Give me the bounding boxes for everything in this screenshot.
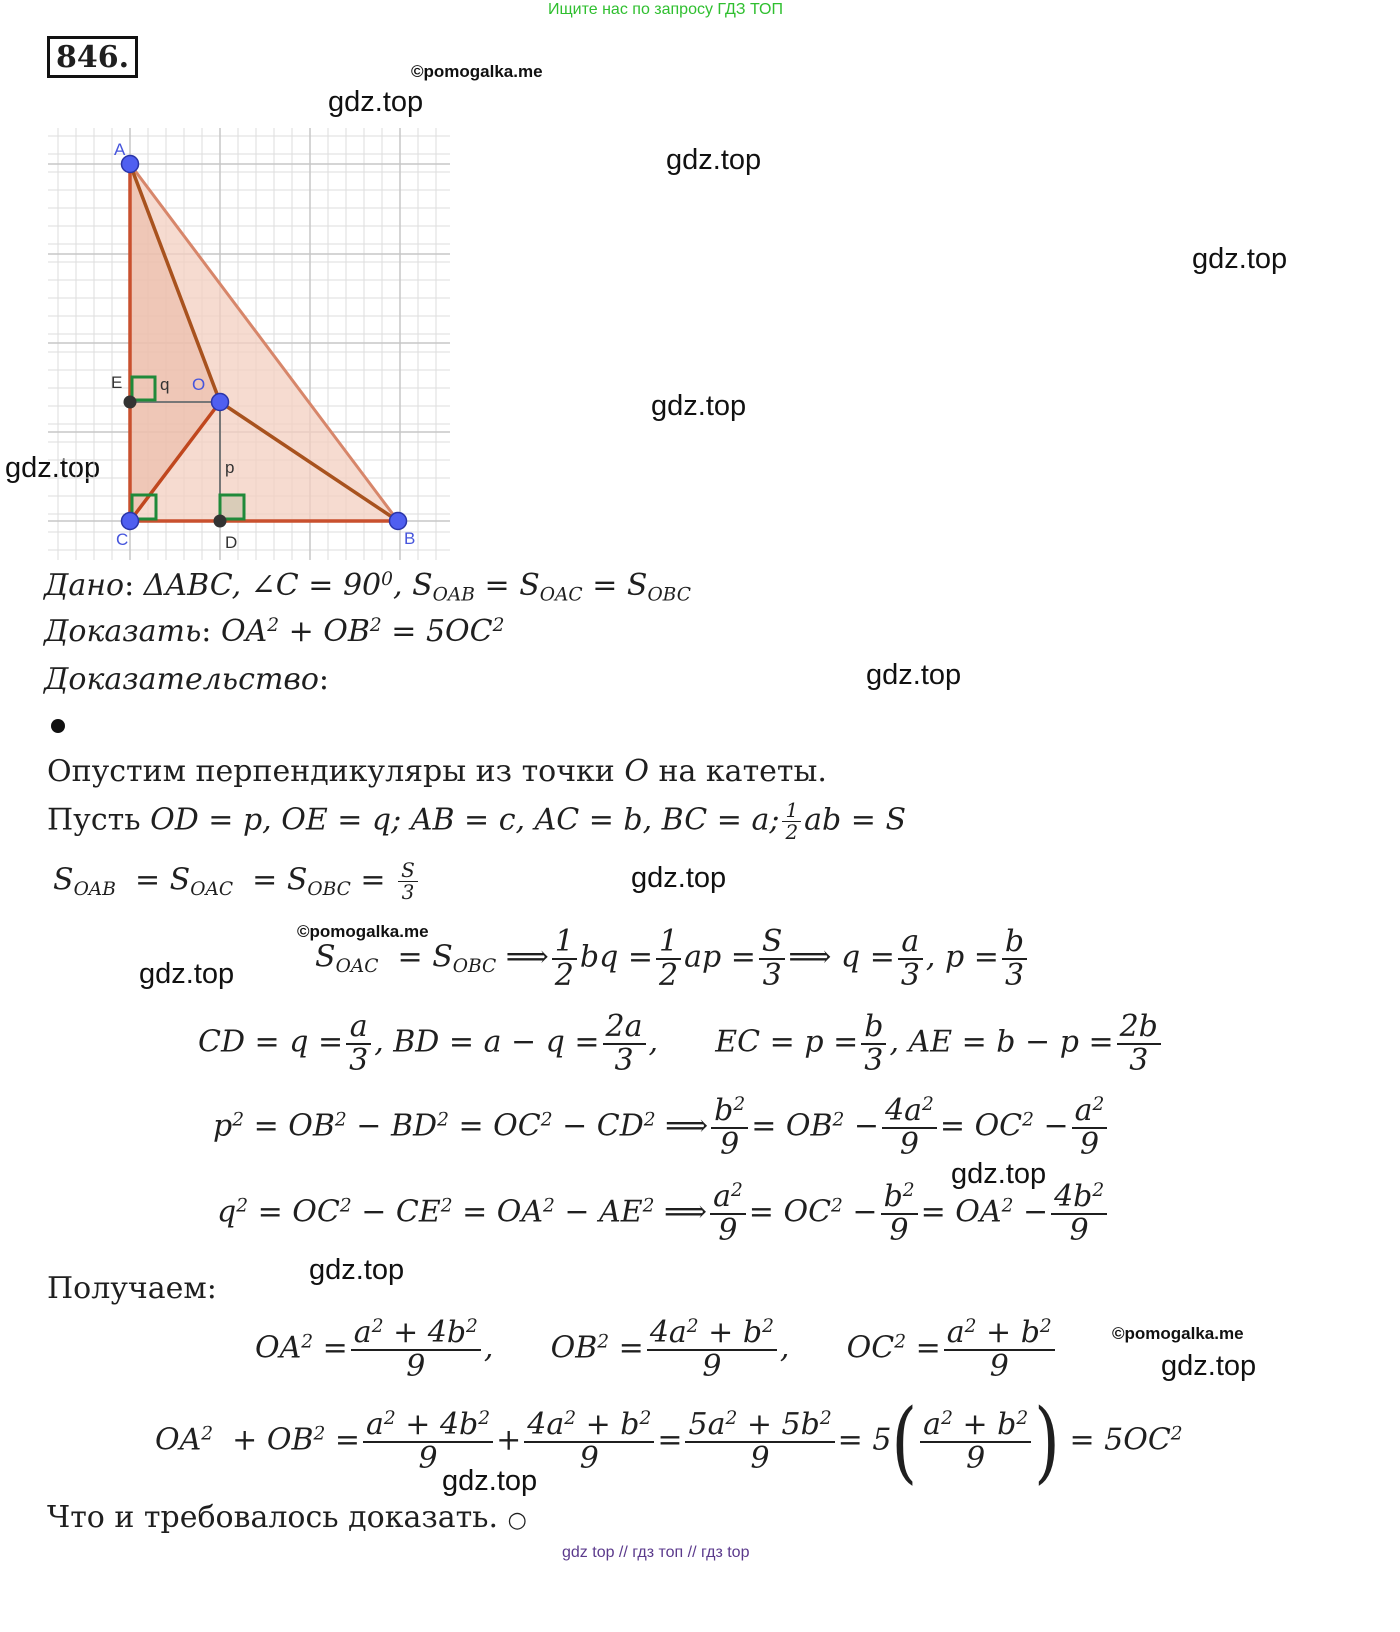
watermark: gdz.top: [1161, 1350, 1257, 1382]
given-label: Дано: [44, 568, 125, 603]
watermark: gdz.top: [309, 1254, 405, 1286]
prove-statement-tail: = 5OC: [391, 614, 493, 649]
right-angle-d: [220, 495, 244, 519]
triangle-figure: [48, 128, 450, 560]
prove-line: Доказать: $OA^2 + OB^2 = 5OC^2$: [44, 614, 505, 649]
label-b: B: [404, 529, 416, 548]
label-a: A: [114, 140, 126, 159]
watermark: gdz.top: [866, 659, 962, 691]
given-area-3: OBC: [647, 584, 691, 606]
text-line-2: Пусть OD = p, OE = q; AB = c, AC = b, BC = a; $\frac{1}{2}$ ab = S: [47, 798, 907, 844]
point-b: [390, 513, 407, 530]
watermark: gdz.top: [631, 862, 727, 894]
text-line-1: Опустим перпендикуляры из точки O на катеты.: [47, 754, 827, 789]
watermark: gdz.top: [5, 452, 101, 484]
given-area-1: OAB: [432, 584, 475, 606]
label-p: p: [225, 458, 235, 477]
label-c: C: [116, 530, 129, 549]
conclusion-mark: ○: [507, 1508, 527, 1533]
watermark: gdz.top: [442, 1465, 538, 1497]
copyright-label: ©pomogalka.me: [297, 922, 429, 941]
equation-line-2: CD = q = $\frac{a}{3}$ , BD = a − q = $\frac{2a}{3}$ , EC = p = $\frac{b}{3}$ , AE = b − p = $\frac{2b}{3}$: [198, 1011, 1164, 1076]
given-triangle: ΔABC: [143, 568, 232, 603]
equation-line-6: $OA^2 + OB^2$ = $\frac{a^2 + 4b^2}{9}$ + $\frac{4a^2 + b^2}{9}$ = $\frac{5a^2 + 5b^2}{9}$ = 5( $\frac{a^2 + b^2}{9}$ ) = $5OC^2$: [155, 1389, 1183, 1494]
copyright-label: ©pomogalka.me: [1112, 1324, 1244, 1343]
point-e: [124, 396, 137, 409]
label-q: q: [160, 375, 170, 394]
label-d: D: [225, 533, 238, 552]
point-o: [212, 394, 229, 411]
point-c: [122, 513, 139, 530]
given-angle: ∠C = 90: [250, 568, 382, 603]
given-line: Дано: ΔABC, ∠C = $90^0$, $S_{OAB} = S_{OAC} = S_{OBC}$: [44, 568, 691, 606]
problem-number: 846.: [47, 36, 138, 78]
watermark: gdz.top: [328, 86, 424, 118]
watermark: gdz.top: [139, 958, 235, 990]
obtain-label: Получаем:: [47, 1271, 217, 1306]
footer-links[interactable]: gdz top // гдз топ // гдз top: [562, 1544, 750, 1561]
conclusion-line: Что и требовалось доказать. ○: [47, 1500, 527, 1535]
bullet: [51, 719, 65, 733]
top-banner: Ищите нас по запросу ГДЗ ТОП: [548, 1, 783, 18]
given-area-2: OAC: [539, 584, 583, 606]
equation-line-1: $S_{OAC} = S_{OBC}$ ⟹ $\frac{1}{2}$ bq = $\frac{1}{2}$ ap = $\frac{S}{3}$ ⟹ q = $\frac{a}{3}$ , p = $\frac{b}{3}$: [315, 926, 1030, 991]
point-d: [214, 515, 227, 528]
equation-line-3: $p^2 = OB^2 - BD^2 = OC^2 - CD^2$ ⟹ $\frac{b^2}{9}$ = $OB^2$ − $\frac{4a^2}{9}$ = $OC^2$ − $\frac{a^2}{9}$: [213, 1095, 1110, 1160]
label-e: E: [111, 373, 123, 392]
label-o: O: [192, 375, 206, 394]
equation-line-4: $q^2 = OC^2 - CE^2 = OA^2 - AE^2$ ⟹ $\frac{a^2}{9}$ = $OC^2$ − $\frac{b^2}{9}$ = $OA^2$ − $\frac{4b^2}{9}$: [217, 1181, 1110, 1246]
watermark: gdz.top: [951, 1158, 1047, 1190]
watermark: gdz.top: [666, 144, 762, 176]
equation-line-5: $OA^2$ = $\frac{a^2 + 4b^2}{9}$ , $OB^2$ = $\frac{4a^2 + b^2}{9}$ , $OC^2$ = $\frac{a^2 + b^2}{9}$: [255, 1317, 1058, 1382]
prove-label: Доказать: [44, 614, 202, 649]
given-angle-sup: 0: [381, 568, 393, 590]
equal-areas-line: $S_{OAB} = S_{OAC} = S_{OBC}$ = $\frac{S}{3}$: [53, 860, 421, 903]
watermark: gdz.top: [1192, 243, 1288, 275]
watermark: gdz.top: [651, 390, 747, 422]
copyright-label: ©pomogalka.me: [411, 62, 543, 81]
proof-heading: Доказательство:: [44, 662, 330, 697]
